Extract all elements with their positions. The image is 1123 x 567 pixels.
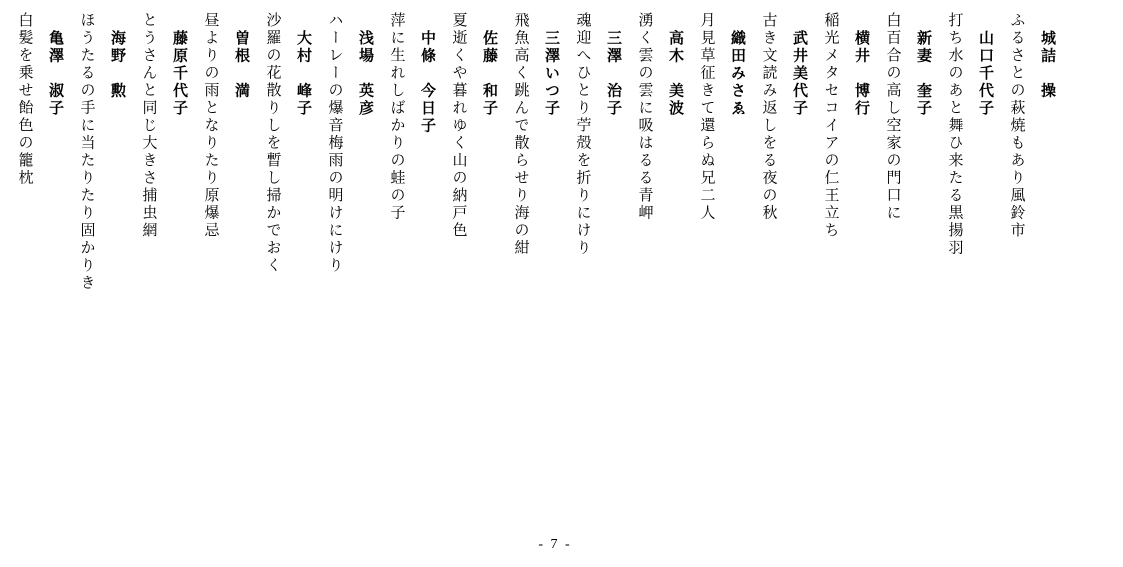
haiku-text: 魂迎へひとり苧殻を折りにけり	[574, 12, 593, 257]
haiku-text: 稲光メタセコイアの仁王立ち	[822, 12, 841, 240]
haiku-entry	[1002, 12, 1063, 240]
haiku-entry	[754, 12, 815, 222]
author-name: 大村 峰子	[295, 30, 313, 118]
haiku-text: ハーレーの爆音梅雨の明けにけり	[326, 12, 345, 275]
haiku-text: 湧く雲の雲に吸はるる青岬	[636, 12, 655, 222]
haiku-entry	[444, 12, 505, 240]
author-name: 中條 今日子	[419, 30, 437, 135]
haiku-columns	[9, 12, 1063, 292]
haiku-text: 飛魚高く跳んで散らせり海の紺	[512, 12, 531, 257]
haiku-entry	[630, 12, 691, 222]
author-name: 高木 美波	[667, 30, 685, 118]
author-name: 横井 博行	[853, 30, 871, 118]
haiku-text: 白髪を乗せ飴色の籠枕	[16, 12, 35, 187]
author-name: 山口千代子	[977, 30, 995, 118]
author-name: 海野 勲	[109, 30, 127, 100]
haiku-text: 夏逝くや暮れゆく山の納戸色	[450, 12, 469, 240]
haiku-text: 打ち水のあと舞ひ来たる黒揚羽	[946, 12, 965, 257]
haiku-entry	[382, 12, 443, 222]
haiku-entry	[506, 12, 567, 257]
author-name: 織田みさゑ	[729, 30, 747, 118]
haiku-text: 白百合の高し空家の門口に	[884, 12, 903, 222]
haiku-entry	[196, 12, 257, 240]
haiku-text: ほうたるの手に当たりたり固かりき	[78, 12, 97, 292]
haiku-entry	[568, 12, 629, 257]
haiku-entry	[816, 12, 877, 240]
haiku-entry	[258, 12, 319, 275]
haiku-text: 古き文読み返しをる夜の秋	[760, 12, 779, 222]
author-name: 亀澤 淑子	[47, 30, 65, 118]
haiku-entry	[134, 12, 195, 240]
haiku-text: 萍に生れしばかりの蛙の子	[388, 12, 407, 222]
author-name: 三澤 治子	[605, 30, 623, 118]
author-name: 浅場 英彦	[357, 30, 375, 118]
author-name: 三澤いつ子	[543, 30, 561, 118]
haiku-entry	[692, 12, 753, 222]
haiku-entry	[878, 12, 939, 222]
haiku-text: 沙羅の花散りしを暫し掃かでおく	[264, 12, 283, 275]
haiku-entry	[10, 12, 71, 187]
author-name: 新妻 奎子	[915, 30, 933, 118]
haiku-text: 昼よりの雨となりたり原爆忌	[202, 12, 221, 240]
haiku-text: ふるさとの萩焼もあり風鈴市	[1008, 12, 1027, 240]
haiku-text: 月見草征きて還らぬ兄二人	[698, 12, 717, 222]
haiku-entry	[320, 12, 381, 275]
page-number: - 7 -	[538, 537, 572, 552]
haiku-text: とうさんと同じ大きさ捕虫網	[140, 12, 159, 240]
haiku-entry	[72, 12, 133, 292]
author-name: 曽根 満	[233, 30, 251, 100]
author-name: 武井美代子	[791, 30, 809, 118]
haiku-entry	[940, 12, 1001, 257]
author-name: 佐藤 和子	[481, 30, 499, 118]
author-name: 藤原千代子	[171, 30, 189, 118]
author-name: 城詰 操	[1039, 30, 1057, 100]
